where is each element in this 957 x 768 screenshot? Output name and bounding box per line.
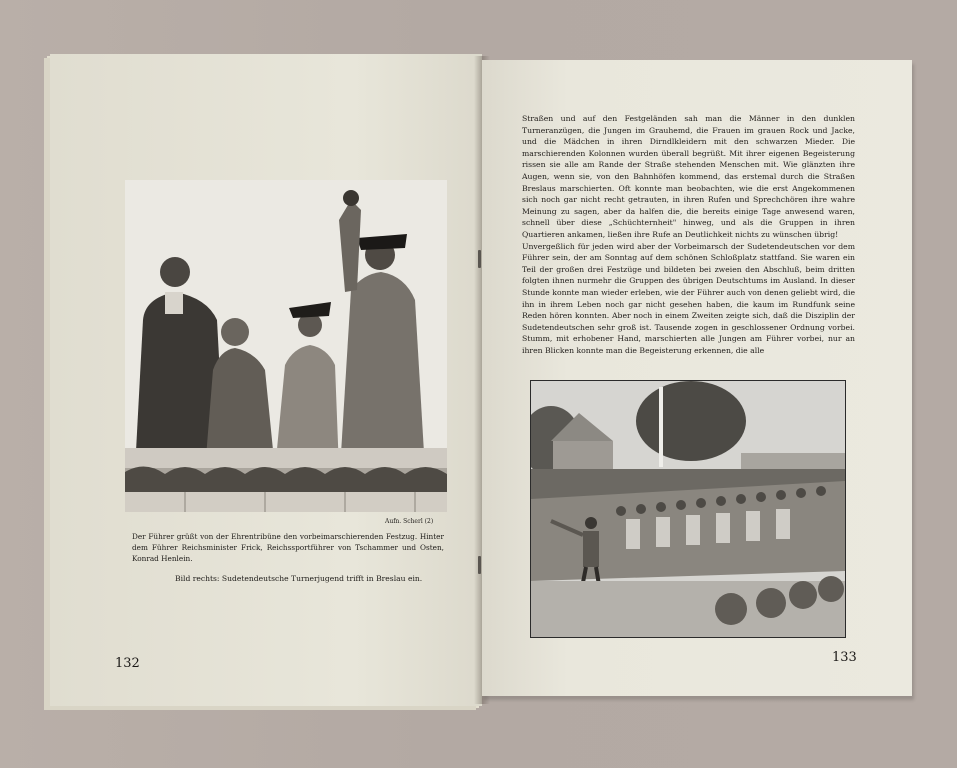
photo-caption: Der Führer grüßt von der Ehrentribüne den vorbeimarschierenden Festzug. Hinter dem Führer Reichsminister Frick, Reichssportführer von Tschammer und Osten, Konrad Henlein.: [132, 532, 444, 563]
photo-credit: Aufn. Scherl (2): [385, 518, 434, 525]
tribune-photo: [125, 180, 447, 512]
page-number-left: 132: [115, 656, 140, 671]
article-text: [522, 113, 855, 356]
staple-bottom: [478, 556, 481, 574]
page-number-right: 133: [832, 650, 857, 665]
article-paragraph-2: Unvergeßlich für jeden wird aber der Vorbeimarsch der Sudetendeutschen vor dem Führer sein, der am Sonntag auf dem schönen Schloßplatz stattfand. Sie waren ein Teil der großen drei Festzüge und bildeten bei zweien den Abschluß, beim dritten folgten ihnen nurmehr die Gruppen des übrigen Deutschtums im Ausland. In dieser Stunde konnte man wieder erleben, wie der Führer auch von denen geliebt wird, die ihn in ihrem Leben noch gar nicht gesehen haben, die kaum im Rundfunk seine Reden hören konnten. Aber noch in einem Zweiten zeigte sich, daß die Disziplin der Sudetendeutschen sehr groß ist. Tausende zogen in geschlossener Ordnung vorbei. Stumm, mit erhobener Hand, marschierten alle Jungen am Führer vorbei, nur an ihren Blicken konnte man die Begeisterung erkennen, die alle: [522, 241, 855, 355]
article-paragraph-1: Straßen und auf den Festgeländen sah man die Männer in den dunklen Turneranzügen, die Jungen im Grauhemd, die Frauen im grauen Rock und Jacke, und die Mädchen in ihren Dirndlkleidern mit den schwarzen Mieder. Die marschierenden Kolonnen wurden überall begrüßt. Mit ihrer eigenen Begeisterung rissen sie alle am Rande der Straße stehenden Menschen mit. Wie glänzten ihre Augen, wenn sie, von den Bahnhöfen kommend, das erstemal durch die Straßen Breslaus marschierten. Oft konnte man beobachten, wie die erst Angekommenen sich noch gar nicht recht getrauten, in ihren Rufen und Sprechchören ihre wahre Meinung zu sagen, aber da halfen die, die bereits einige Tage anwesend waren, schnell über diese „Schüchternheit" hinweg, und als die Gruppen in ihren Quartieren ankamen, ließen ihre Rufe an Deutlichkeit nichts zu wünschen übrig!: [522, 114, 855, 239]
staple-top: [478, 250, 481, 268]
tribune-photo-illustration: [125, 180, 447, 512]
photo-caption-right-reference: Bild rechts: Sudetendeutsche Turnerjugend trifft in Breslau ein.: [175, 574, 423, 583]
parade-photo-illustration: [531, 381, 845, 637]
parade-photo: [530, 380, 846, 638]
